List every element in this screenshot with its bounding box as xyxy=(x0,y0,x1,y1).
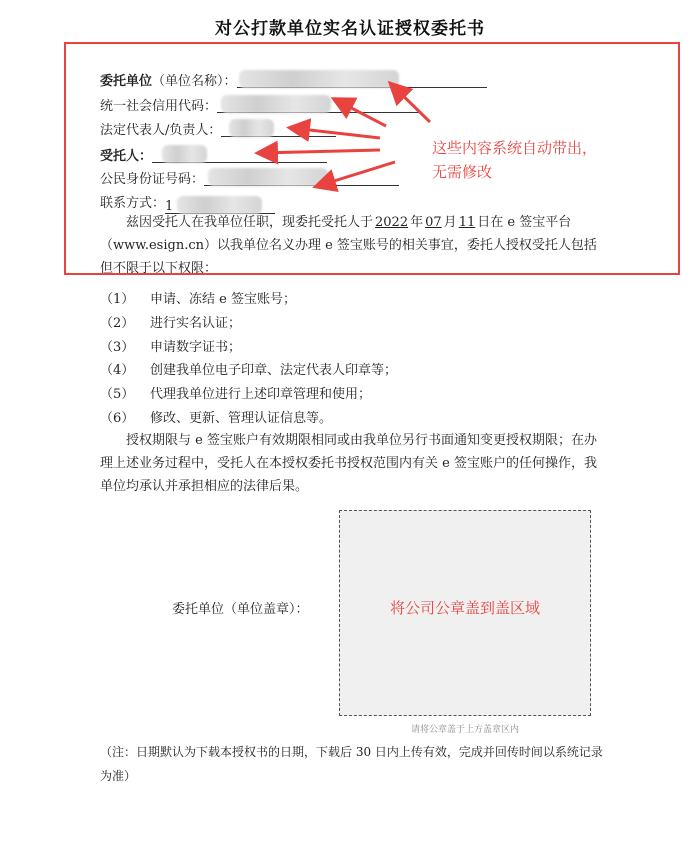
auto-fill-annotation: 这些内容系统自动带出， 无需修改 xyxy=(432,139,598,181)
trustee-label: 受托人： xyxy=(100,149,153,164)
seal-area[interactable] xyxy=(339,510,591,716)
seal-hint: 请将公章盖于上方盖章区内 xyxy=(410,725,519,735)
seal-label: 委托单位（单位盖章）： xyxy=(172,602,309,617)
trustee-value xyxy=(152,148,327,163)
footnote: （注：日期默认为下载本授权书的日期，下载后 30 日内上传有效，完成并回传时间以系统记录为准） xyxy=(100,745,603,783)
legal-rep-value xyxy=(221,122,336,137)
contact-prefix: 1 xyxy=(165,199,174,214)
legal-rep-row xyxy=(100,119,336,138)
seal-area-instruction: 将公司公章盖到盖区域 xyxy=(389,599,540,617)
credit-code-value xyxy=(217,98,422,113)
month-value: 07 xyxy=(425,215,442,230)
permission-item-6: （6） 修改、更新、管理认证信息等。 xyxy=(100,411,333,426)
id-number-row xyxy=(100,168,399,187)
day-value: 11 xyxy=(458,215,476,230)
permission-item-5: （5） 代理我单位进行上述印章管理和使用； xyxy=(100,387,372,402)
contact-label: 联系方式： xyxy=(100,196,166,211)
intro-paragraph: 兹因受托人在我单位任职，现委托受托人于 2022 年 07 月 11 日在 e 签宝平台（www.esign.cn）以我单位名义办理 e 签宝账号的相关事宜，委托人授权受托人包括但不限于以下权限： xyxy=(100,215,597,276)
legal-rep-label: 法定代表人/负责人： xyxy=(100,123,222,138)
entrusting-unit-row xyxy=(100,70,487,89)
credit-code-row xyxy=(100,95,422,114)
permission-item-4: （4） 创建我单位电子印章、法定代表人印章等； xyxy=(100,363,398,378)
trustee-row xyxy=(100,145,327,164)
entrusting-unit-value xyxy=(237,73,487,88)
id-number-value xyxy=(204,171,399,186)
entrusting-unit-label-bold: 委托单位 xyxy=(100,74,153,89)
permission-item-3: （3） 申请数字证书； xyxy=(100,340,242,355)
validity-paragraph: 授权期限与 e 签宝账户有效期限相同或由我单位另行书面通知变更授权期限；在办理上述业务过程中，受托人在本授权委托书授权范围内有关 e 签宝账户的任何操作，我单位均承认并承担相应的法律后果。 xyxy=(100,433,597,494)
credit-code-label: 统一社会信用代码： xyxy=(100,99,218,114)
year-value: 2022 xyxy=(375,215,409,230)
permission-item-1: （1） 申请、冻结 e 签宝账号； xyxy=(100,292,296,307)
document-title: 对公打款单位实名认证授权委托书 xyxy=(215,19,485,39)
entrusting-unit-label: （单位名称）： xyxy=(152,74,237,89)
permission-item-2: （2） 进行实名认证； xyxy=(100,316,242,331)
id-number-label: 公民身份证号码： xyxy=(100,172,205,187)
